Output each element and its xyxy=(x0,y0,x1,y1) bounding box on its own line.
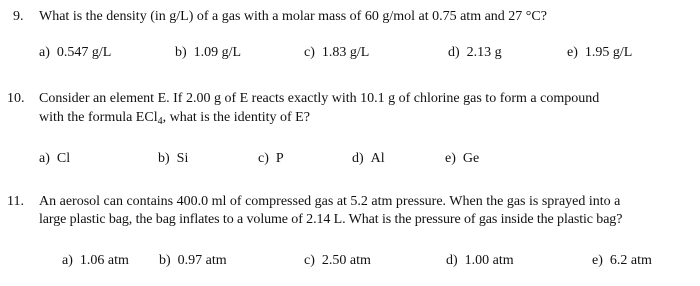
choice-c xyxy=(304,46,369,60)
question-number: 9. xyxy=(13,9,24,24)
choice-label: d) xyxy=(448,45,460,60)
choice-value: 1.00 atm xyxy=(464,253,514,268)
choice-value: 1.09 g/L xyxy=(193,45,242,60)
choice-value: 1.83 g/L xyxy=(321,45,370,60)
choice-a xyxy=(39,152,70,166)
choice-c xyxy=(304,254,371,268)
choice-label: b) xyxy=(158,151,170,166)
choice-b xyxy=(158,152,188,166)
question-text-line-2 xyxy=(39,111,310,125)
question-number: 11. xyxy=(7,194,24,209)
choice-label: c) xyxy=(258,151,269,166)
choice-label: a) xyxy=(39,151,50,166)
choice-a xyxy=(39,46,111,60)
choice-e xyxy=(592,254,652,268)
choice-value: Cl xyxy=(56,151,71,166)
choice-label: a) xyxy=(62,253,73,268)
choice-label: d) xyxy=(446,253,458,268)
choice-e xyxy=(567,46,632,60)
question-number: 10. xyxy=(7,91,25,106)
choice-b xyxy=(159,254,227,268)
formula-prefix: with the formula ECl xyxy=(39,110,158,125)
choice-a xyxy=(62,254,129,268)
choice-label: b) xyxy=(159,253,171,268)
choice-label: c) xyxy=(304,45,315,60)
choice-e xyxy=(445,152,479,166)
choice-d xyxy=(446,254,514,268)
choice-value: 2.13 g xyxy=(466,45,502,60)
choice-value: 1.95 g/L xyxy=(584,45,633,60)
choice-value: 6.2 atm xyxy=(609,253,652,268)
choice-d xyxy=(352,152,385,166)
text-suffix: , what is the identity of E? xyxy=(162,110,310,125)
choice-label: b) xyxy=(175,45,187,60)
choice-label: d) xyxy=(352,151,364,166)
choice-value: Ge xyxy=(462,151,480,166)
choice-c xyxy=(258,152,284,166)
choice-value: 1.06 atm xyxy=(79,253,129,268)
choice-label: c) xyxy=(304,253,315,268)
choice-b xyxy=(175,46,241,60)
choice-value: Al xyxy=(370,151,385,166)
choice-label: e) xyxy=(567,45,578,60)
choice-value: P xyxy=(275,151,284,166)
question-text: What is the density (in g/L) of a gas with a molar mass of 60 g/mol at 0.75 atm and 27 °C? xyxy=(39,9,547,24)
question-text-line-1: An aerosol can contains 400.0 ml of compressed gas at 5.2 atm pressure. When the gas is sprayed into a xyxy=(39,194,621,209)
formula-subscript: 4 xyxy=(157,116,163,127)
choice-value: 0.547 g/L xyxy=(56,45,112,60)
choice-value: Si xyxy=(176,151,189,166)
choice-label: a) xyxy=(39,45,50,60)
choice-label: e) xyxy=(592,253,603,268)
choice-value: 0.97 atm xyxy=(177,253,227,268)
choice-d xyxy=(448,46,502,60)
choice-label: e) xyxy=(445,151,456,166)
choice-value: 2.50 atm xyxy=(321,253,371,268)
question-text-line-1: Consider an element E. If 2.00 g of E reacts exactly with 10.1 g of chlorine gas to form a compound xyxy=(39,91,600,106)
question-text-line-2: large plastic bag, the bag inflates to a volume of 2.14 L. What is the pressure of gas inside the plastic bag? xyxy=(39,212,623,227)
